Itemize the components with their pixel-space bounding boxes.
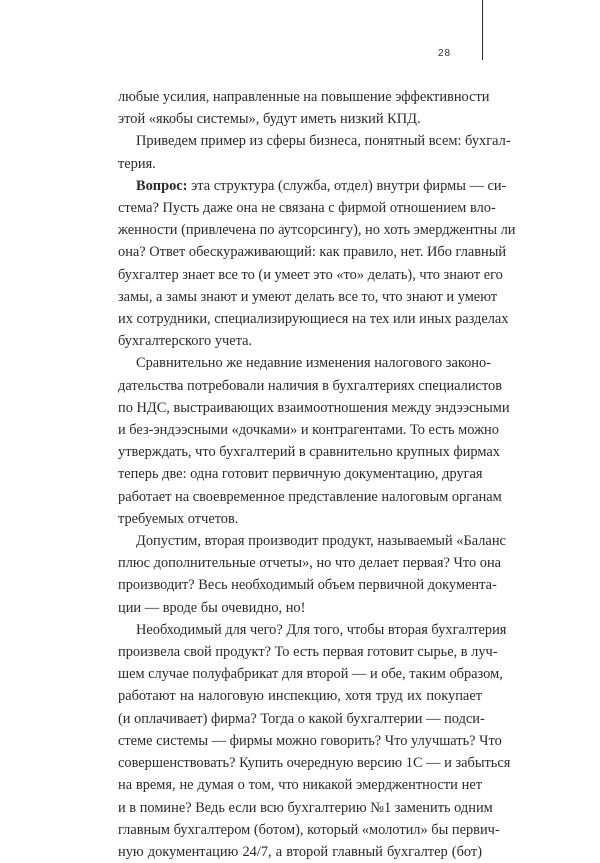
text-line: и в помине? Ведь если всю бухгалтерию №1 заменить одним: [118, 799, 493, 816]
text-line: стема? Пусть даже она не связана с фирмой отношением вло-: [118, 200, 496, 217]
text-line: она? Ответ обескураживающий: как правило, нет. Ибо главный: [118, 244, 507, 261]
text-line: их сотрудники, специализирующиеся на тех или иных разделах: [118, 311, 509, 328]
text-line: бухгалтерского учета.: [118, 333, 253, 350]
text-line: плюс дополнительные отчеты», но что делает первая? Что она: [118, 555, 502, 572]
text-line: главным бухгалтером (ботом), который «молотил» бы первич-: [118, 821, 500, 838]
text-line: по НДС, выстраивающих взаимоотношения между эндээсными: [118, 399, 510, 416]
text-line: утверждать, что бухгалтерий в сравнительно крупных фирмах: [118, 444, 500, 461]
text-line: шем случае полуфабрикат для второй — и обе, таким образом,: [118, 666, 503, 683]
text-line: Приведем пример из сферы бизнеса, понятный всем: бухгал-: [136, 133, 511, 150]
text-line: требуемых отчетов.: [118, 510, 239, 527]
text-line: Допустим, вторая производит продукт, называемый «Баланс: [136, 533, 506, 550]
text-line: работает на своевременное представление налоговым органам: [118, 488, 502, 505]
text-line: [118, 175, 507, 197]
text-line: дательства потребовали наличия в бухгалтериях специалистов: [118, 377, 503, 394]
page-number: 28: [438, 48, 452, 59]
body-text: [118, 86, 516, 863]
text-line: стеме системы — фирмы можно говорить? Что улучшать? Что: [118, 732, 502, 749]
text-line: бухгалтер знает все то (и умеет это «то» делать), что знают его: [118, 266, 503, 283]
header-rule: [482, 0, 483, 60]
text-line: (и оплачивает) фирма? Тогда о какой бухгалтерии — подси-: [118, 710, 485, 727]
question-label: Вопрос:: [136, 177, 188, 194]
text-line: и без-эндээсными «дочками» и контрагентами. То есть можно: [118, 422, 499, 439]
text-line: ции — вроде бы очевидно, но!: [118, 599, 306, 616]
text-line: любые усилия, направленные на повышение эффективности: [118, 89, 490, 105]
text-line: Сравнительно же недавние изменения налогового законо-: [136, 355, 491, 372]
question-text: эта структура (служба, отдел) внутри фирмы — си-: [191, 177, 507, 194]
text-line: произвела свой продукт? То есть первая готовит сырье, в луч-: [118, 644, 498, 661]
text-line: ную документацию 24/7, а второй главный бухгалтер (бот): [118, 843, 482, 860]
text-line: женности (привлечена по аутсорсингу), но хоть эмерджентны ли: [118, 222, 516, 239]
text-line: на время, не думая о том, что никакой эмерджентности нет: [118, 777, 482, 794]
text-line: теперь две: одна готовит первичную документацию, другая: [118, 466, 483, 483]
text-line: производит? Весь необходимый объем первичной документа-: [118, 577, 497, 594]
text-line: работают на налоговую инспекцию, хотя труд их покупает: [118, 688, 482, 705]
text-line: этой «якобы системы», будут иметь низкий КПД.: [118, 111, 421, 128]
text-line: совершенствовать? Купить очередную версию 1С — и забыться: [118, 755, 511, 772]
text-line: Необходимый для чего? Для того, чтобы вторая бухгалтерия: [136, 621, 507, 638]
text-line: терия.: [118, 155, 156, 172]
text-line: замы, а замы знают и умеют делать все то, что знают и умеют: [118, 288, 498, 305]
